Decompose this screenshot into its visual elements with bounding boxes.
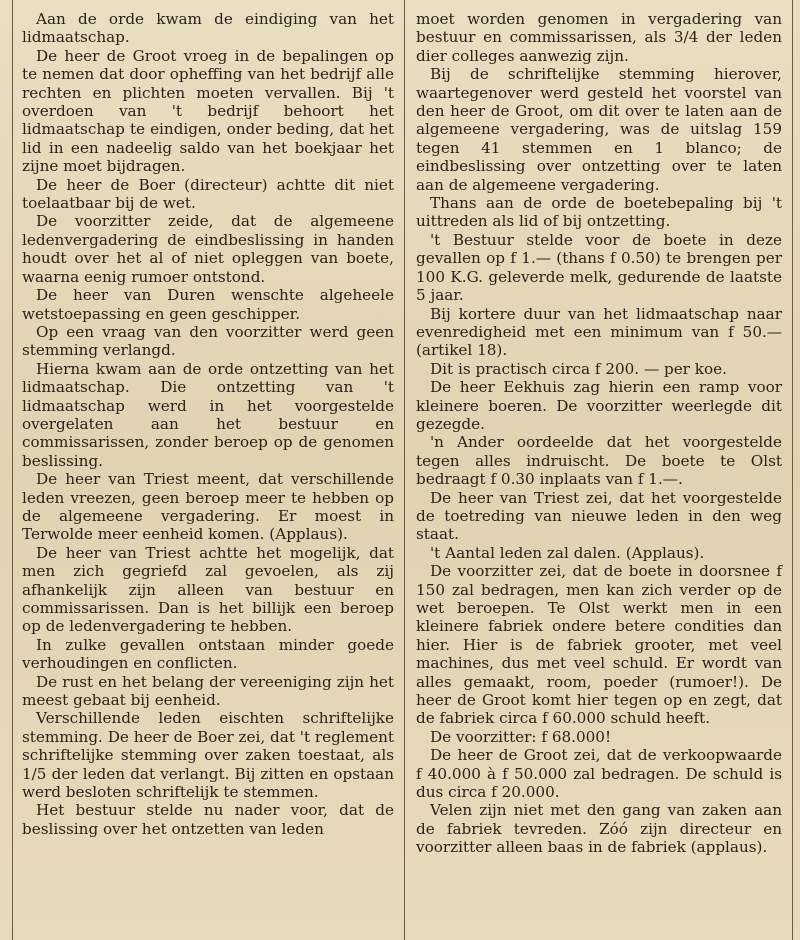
- right-column: [416, 10, 782, 857]
- paragraph: Het bestuur stelde nu nader voor, dat de beslissing over het ontzetten van leden: [22, 801, 394, 838]
- paragraph: De voorzitter zei, dat de boete in doorsnee f 150 zal bedragen, men kan zich verder op de wet beroepen. Te Olst werkt men in een kleinere fabriek ondere betere condities dan hier. Hier is de fabriek grooter, met veel machines, dus met veel schuld. Er wordt van alles gemaakt, room, poeder (rumoer!). De heer de Groot komt hier tegen op en zegt, dat de fabriek circa f 60.000 schuld heeft.: [416, 562, 782, 728]
- paragraph: Bij kortere duur van het lidmaatschap naar evenredigheid met een minimum van f 50.— (artikel 18).: [416, 304, 782, 360]
- paragraph: Aan de orde kwam de eindiging van het lidmaatschap.: [22, 10, 394, 47]
- paragraph: De heer van Triest zei, dat het voorgestelde de toetreding van nieuwe leden in den weg staat.: [416, 488, 782, 544]
- column-rule-middle: [404, 0, 405, 940]
- paragraph: Hierna kwam aan de orde ontzetting van het lidmaatschap. Die ontzetting van 't lidmaatschap werd in het voorgestelde overgelaten aan het bestuur en commissarissen, zonder beroep op de genomen beslissing.: [22, 359, 394, 470]
- paragraph: De heer van Triest achtte het mogelijk, dat men zich gegriefd zal gevoelen, als zij afhankelijk zijn alleen van bestuur en commissarissen. Dan is het billijk een beroep op de ledenvergadering te hebben.: [22, 543, 394, 636]
- paragraph: De heer de Groot zei, dat de verkoopwaarde f 40.000 à f 50.000 zal bedragen. De schuld is dus circa f 20.000.: [416, 746, 782, 802]
- paragraph: De heer Eekhuis zag hierin een ramp voor kleinere boeren. De voorzitter weerlegde dit gezegde.: [416, 378, 782, 433]
- column-rule-right: [792, 0, 793, 940]
- column-rule-left: [12, 0, 13, 940]
- paragraph: Bij de schriftelijke stemming hierover, waartegenover werd gesteld het voorstel van den heer de Groot, om dit over te laten aan de algemeene vergadering, was de uitslag 159 tegen 41 stemmen en 1 blanco; de eindbeslissing over ontzetting over te laten aan de algemeene vergadering.: [416, 65, 782, 194]
- paragraph: Op een vraag van den voorzitter werd geen stemming verlangd.: [22, 322, 394, 360]
- paragraph: Dit is practisch circa f 200. — per koe.: [430, 359, 727, 378]
- paragraph: Velen zijn niet met den gang van zaken aan de fabriek tevreden. Zóó zijn directeur en voorzitter alleen baas in de fabriek (applaus).: [416, 801, 782, 857]
- paragraph: Verschillende leden eischten schriftelijke stemming. De heer de Boer zei, dat 't reglement schriftelijke stemming over zaken toestaat, als 1/5 der leden dat verlangt. Bij zitten en opstaan werd besloten schriftelijk te stemmen.: [22, 709, 394, 802]
- left-column: [22, 10, 394, 838]
- paragraph: 't Aantal leden zal dalen. (Applaus).: [430, 543, 705, 562]
- paragraph: In zulke gevallen ontstaan minder goede verhoudingen en conflicten.: [22, 635, 394, 673]
- paragraph: De heer van Duren wenschte algeheele wetstoepassing en geen geschipper.: [22, 286, 394, 323]
- paragraph: De heer de Boer (directeur) achtte dit niet toelaatbaar bij de wet.: [22, 175, 394, 213]
- paragraph: De voorzitter: f 68.000!: [430, 727, 612, 746]
- paragraph: De heer van Triest meent, dat verschillende leden vreezen, geen beroep meer te hebben op de algemeene vergadering. Er moest in Terwolde meer eenheid komen. (Applaus).: [22, 470, 394, 544]
- paragraph: De heer de Groot vroeg in de bepalingen op te nemen dat door opheffing van het bedrijf alle rechten en plichten moeten vervallen. Bij 't overdoen van 't bedrijf behoort het lidmaatschap te eindigen, onder beding, dat het lid in een nadeelig saldo van het boekjaar het zijne moet bijdragen.: [22, 46, 394, 176]
- paragraph: 'n Ander oordeelde dat het voorgestelde tegen alles indruischt. De boete te Olst bedraagt f 0.30 inplaats van f 1.—.: [416, 433, 782, 489]
- paragraph: De rust en het belang der vereeniging zijn het meest gebaat bij eenheid.: [22, 672, 394, 710]
- paragraph: Thans aan de orde de boetebepaling bij 't uittreden als lid of bij ontzetting.: [416, 194, 782, 231]
- paragraph: 't Bestuur stelde voor de boete in deze gevallen op f 1.— (thans f 0.50) te brengen per 100 K.G. geleverde melk, gedurende de laatste 5 jaar.: [416, 230, 782, 305]
- paragraph: De voorzitter zeide, dat de algemeene ledenvergadering de eindbeslissing in handen houdt over het al of niet opleggen van boete, waarna eenig rumoer ontstond.: [22, 212, 394, 286]
- paragraph: moet worden genomen in vergadering van bestuur en commissarissen, als 3/4 der leden dier colleges aanwezig zijn.: [416, 10, 782, 65]
